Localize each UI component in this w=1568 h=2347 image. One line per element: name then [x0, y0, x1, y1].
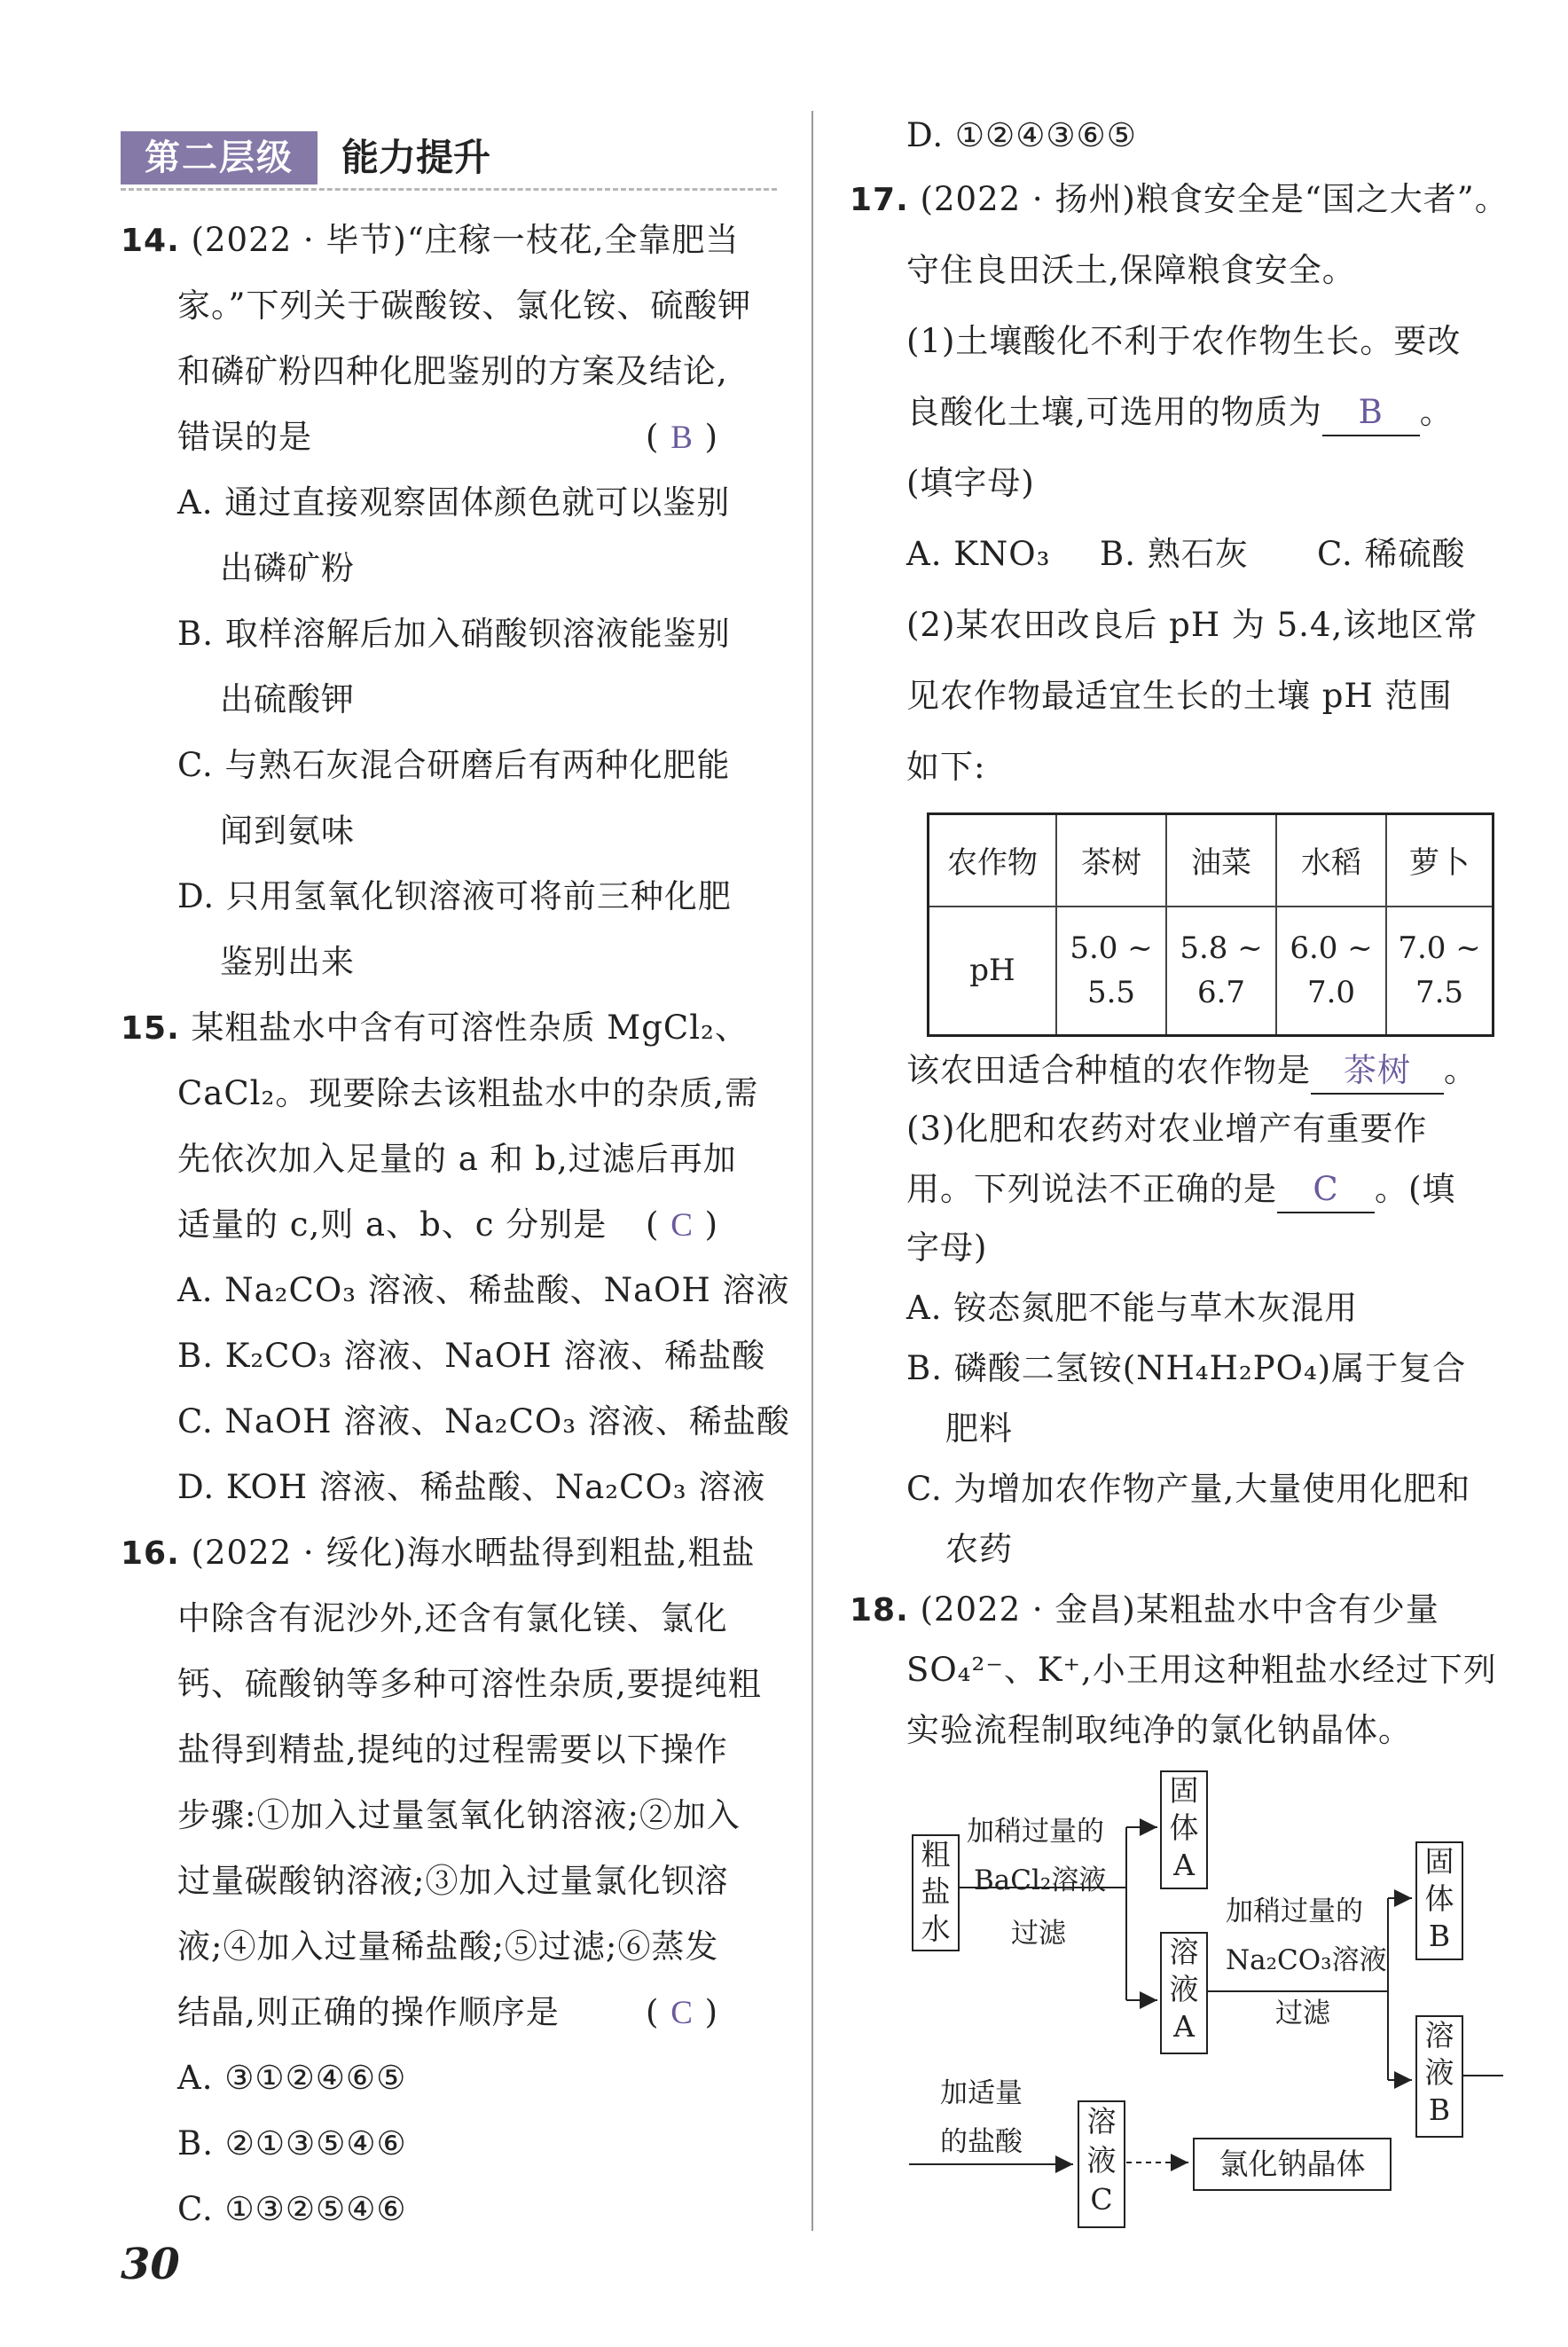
q16-line-8: 结晶,则正确的操作顺序是 — [177, 1993, 560, 2031]
q17-p3-answer: C — [1277, 1167, 1375, 1213]
q16-number: 16. — [121, 1535, 180, 1572]
q18-line-2: SO₄²⁻、K⁺,小王用这种粗盐水经过下列 — [906, 1651, 1497, 1689]
q14-option-c-cont: 闻到氨味 — [220, 812, 355, 850]
q17-p2-line-3: 如下: — [906, 748, 986, 786]
q14-answer: ( B ) — [646, 418, 719, 456]
table-cell: 7.0 ~ 7.5 — [1386, 907, 1494, 1036]
q17-p2-answer: 茶树 — [1311, 1048, 1444, 1095]
q18-line-3: 实验流程制取纯净的氯化钠晶体。 — [906, 1711, 1412, 1749]
q16-line-5: 步骤:①加入过量氢氧化钠溶液;②加入 — [177, 1796, 741, 1834]
q17-line-3: (1)土壤酸化不利于农作物生长。要改 — [906, 322, 1462, 360]
section-title: 能力提升 — [341, 136, 491, 179]
q17-line-1: 17. (2022 · 扬州)粮食安全是“国之大者”。 — [850, 180, 1509, 218]
q14-option-a-cont: 出磷矿粉 — [220, 549, 355, 587]
q14-line-4: 错误的是 — [177, 418, 312, 456]
table-cell: 5.8 ~ 6.7 — [1166, 907, 1276, 1036]
q17-p2-line-1: (2)某农田改良后 pH 为 5.4,该地区常 — [906, 606, 1478, 644]
table-header-cell: 油菜 — [1166, 814, 1276, 907]
q17-p1-option-a: A. KNO₃ — [906, 535, 1051, 573]
q17-p2-line-2: 见农作物最适宜生长的土壤 pH 范围 — [906, 677, 1453, 715]
table-row-label: pH — [929, 907, 1057, 1036]
table-header-cell: 农作物 — [929, 814, 1057, 907]
flow-solid-b-box: 固体B — [1415, 1841, 1463, 1960]
flow-step1-label-2: BaCl₂溶液 — [974, 1864, 1107, 1896]
q17-p3-hint: 字母) — [906, 1228, 988, 1267]
q15-option-d: D. KOH 溶液、稀盐酸、Na₂CO₃ 溶液 — [177, 1468, 766, 1506]
q15-line-2: CaCl₂。现要除去该粗盐水中的杂质,需 — [177, 1074, 759, 1112]
flow-solid-a-box: 固体A — [1160, 1770, 1208, 1889]
q14-option-b: B. 取样溶解后加入硝酸钡溶液能鉴别 — [177, 615, 731, 653]
q14-number: 14. — [121, 223, 180, 259]
q17-p3-line-1: (3)化肥和农药对农业增产有重要作 — [906, 1110, 1428, 1148]
q16-option-a: A. ③①②④⑥⑤ — [177, 2059, 407, 2097]
q14-option-a: A. 通过直接观察固体颜色就可以鉴别 — [177, 483, 731, 522]
q15-option-c: C. NaOH 溶液、Na₂CO₃ 溶液、稀盐酸 — [177, 1402, 790, 1440]
flow-solution-a-box: 溶液A — [1160, 1932, 1208, 2054]
q14-line-1: 14. (2022 · 毕节)“庄稼一枝花,全靠肥当 — [121, 221, 740, 259]
q17-p3-option-c: C. 为增加农作物产量,大量使用化肥和 — [906, 1470, 1471, 1508]
flow-product-box: 氯化钠晶体 — [1193, 2138, 1392, 2191]
q14-option-d-cont: 鉴别出来 — [220, 943, 355, 981]
q15-line-4: 适量的 c,则 a、b、c 分别是 — [177, 1205, 608, 1244]
flow-step2-label-3: 过滤 — [1275, 1998, 1330, 2029]
q17-p1-hint: (填字母) — [906, 464, 1035, 502]
q18-number: 18. — [850, 1592, 909, 1629]
q17-number: 17. — [850, 182, 909, 218]
q16-line-6: 过量碳酸钠溶液;③加入过量氯化钡溶 — [177, 1862, 729, 1900]
q17-p1-answer: B — [1322, 390, 1420, 436]
flow-solution-b-box: 溶液B — [1415, 2015, 1463, 2138]
q17-line-2: 守住良田沃土,保障粮食安全。 — [906, 251, 1356, 289]
level-badge: 第二层级 — [121, 131, 318, 184]
q14-line-3: 和磷矿粉四种化肥鉴别的方案及结论, — [177, 352, 728, 390]
q16-line-3: 钙、硫酸钠等多种可溶性杂质,要提纯粗 — [177, 1665, 762, 1703]
q15-option-a: A. Na₂CO₃ 溶液、稀盐酸、NaOH 溶液 — [177, 1271, 790, 1309]
flow-step3-label-1: 加适量 — [940, 2077, 1023, 2109]
q17-p3-option-b-cont: 肥料 — [945, 1409, 1013, 1448]
flow-step3-label-2: 的盐酸 — [940, 2126, 1023, 2158]
q17-p3-line-2: 用。下列说法不正确的是 C 。(填 — [906, 1167, 1455, 1213]
flow-step1-label-1: 加稍过量的 — [967, 1816, 1104, 1848]
q14-option-c: C. 与熟石灰混合研磨后有两种化肥能 — [177, 746, 731, 784]
q15-line-1: 15. 某粗盐水中含有可溶性杂质 MgCl₂、 — [121, 1009, 749, 1047]
flow-step1-label-3: 过滤 — [1011, 1918, 1066, 1950]
table-cell: 6.0 ~ 7.0 — [1276, 907, 1386, 1036]
flow-crude-box: 粗盐水 — [912, 1834, 960, 1951]
q17-p3-option-b: B. 磷酸二氢铵(NH₄H₂PO₄)属于复合 — [906, 1349, 1467, 1387]
q16-answer: ( C ) — [646, 1993, 719, 2031]
q16-line-4: 盐得到精盐,提纯的过程需要以下操作 — [177, 1731, 728, 1769]
q18-line-1: 18. (2022 · 金昌)某粗盐水中含有少量 — [850, 1590, 1439, 1629]
q15-line-3: 先依次加入足量的 a 和 b,过滤后再加 — [177, 1140, 737, 1178]
q16-option-d: D. ①②④③⑥⑤ — [906, 116, 1137, 154]
flow-step2-label-2: Na₂CO₃溶液 — [1226, 1944, 1387, 1976]
q16-line-7: 液;④加入过量稀盐酸;⑤过滤;⑥蒸发 — [177, 1927, 719, 1966]
q14-line-2: 家。”下列关于碳酸铵、氯化铵、硫酸钾 — [177, 287, 752, 325]
q17-p1-option-c: C. 稀硫酸 — [1317, 535, 1466, 573]
table-header-cell: 水稻 — [1276, 814, 1386, 907]
q16-line-1: 16. (2022 · 绥化)海水晒盐得到粗盐,粗盐 — [121, 1534, 756, 1572]
q16-option-b: B. ②①③⑤④⑥ — [177, 2124, 407, 2163]
q17-p1-option-b: B. 熟石灰 — [1100, 535, 1249, 573]
page-number: 30 — [121, 2240, 180, 2289]
q17-p3-option-c-cont: 农药 — [945, 1530, 1013, 1568]
q17-p2-end: 该农田适合种植的农作物是 茶树 。 — [906, 1048, 1478, 1095]
q16-line-2: 中除含有泥沙外,还含有氯化镁、氯化 — [177, 1599, 728, 1637]
q17-p1-end: 良酸化土壤,可选用的物质为 B 。 — [906, 390, 1454, 436]
q17-p3-option-a: A. 铵态氮肥不能与草木灰混用 — [906, 1289, 1359, 1327]
q15-number: 15. — [121, 1010, 180, 1047]
table-header-cell: 茶树 — [1056, 814, 1166, 907]
q14-option-d: D. 只用氢氧化钡溶液可将前三种化肥 — [177, 877, 732, 915]
q16-option-c: C. ①③②⑤④⑥ — [177, 2190, 407, 2228]
table-cell: 5.0 ~ 5.5 — [1056, 907, 1166, 1036]
flow-solution-c-box: 溶液C — [1078, 2100, 1125, 2228]
q15-answer: ( C ) — [646, 1205, 719, 1244]
table-header-cell: 萝卜 — [1386, 814, 1494, 907]
q14-option-b-cont: 出硫酸钾 — [220, 680, 355, 718]
q15-option-b: B. K₂CO₃ 溶液、NaOH 溶液、稀盐酸 — [177, 1337, 766, 1375]
flow-step2-label-1: 加稍过量的 — [1226, 1896, 1363, 1927]
